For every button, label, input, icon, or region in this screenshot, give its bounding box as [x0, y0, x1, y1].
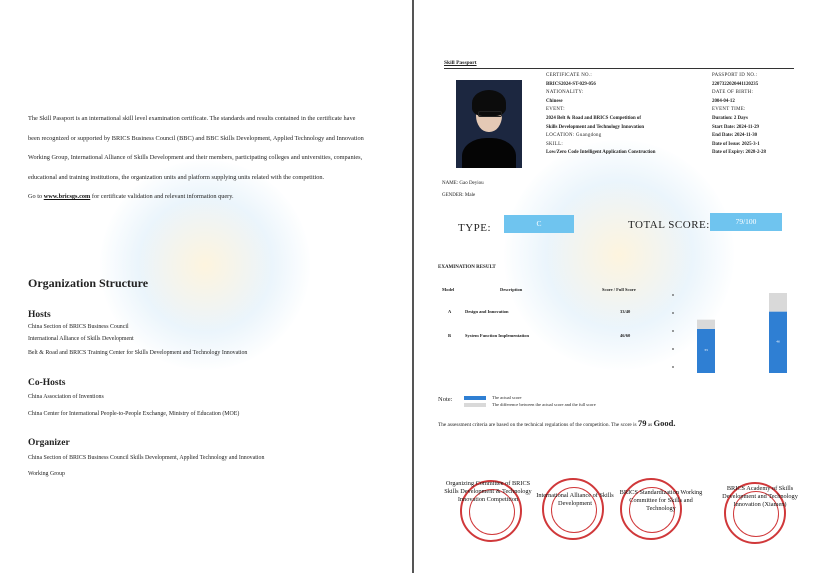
seal-stamp — [542, 478, 604, 540]
host-item: International Alliance of Skills Development — [28, 335, 134, 342]
holder-name: NAME: Gao Deyiou — [442, 181, 484, 186]
host-item: China Section of BRICS Business Council — [28, 324, 129, 330]
axis-tick — [672, 294, 674, 296]
duration-value: Duration: 2 Days — [712, 115, 748, 121]
holder-gender: GENDER: Male — [442, 193, 476, 198]
intro-text: The Skill Passport is an international skill level examination certificate. The standards and results contained in the certificate have been recognized or supported by BRICS Business Council (BBC) and BBC Skills Development, Applied Technology and Innovation Working Group, International Alliance of Skills Development and their members, participating colleges and universities, companies, educational and training institutions, the organization units and platform supplying units related with the competition. — [28, 115, 364, 181]
assessment-grade: Good. — [653, 418, 676, 428]
hosts-section — [28, 309, 247, 360]
goto-prefix: Go to — [28, 193, 44, 201]
org-signature-4: BRICS Academy of Skills Development and Technology Innovation (Xiamen) — [722, 485, 798, 508]
bar-difference-B — [769, 293, 787, 312]
end-date-value: End Date: 2024-11-30 — [712, 133, 758, 139]
dob-value: 2004-04-12 — [712, 98, 735, 104]
event-label: EVENT: — [546, 107, 565, 113]
organization-structure-title: Organization Structure — [28, 276, 149, 290]
skill-passport-header: Skill Passport — [444, 60, 477, 66]
assessment-as: as — [646, 422, 654, 428]
organizer-item: Working Group — [28, 470, 65, 477]
passport-value: 2207322020441120235 — [712, 81, 759, 87]
start-date-value: Start Date: 2024-11-29 — [712, 124, 759, 130]
nationality-label: NATIONALITY: — [546, 90, 584, 96]
axis-tick — [672, 330, 674, 332]
total-score-label: TOTAL SCORE: — [628, 219, 710, 231]
assessment-text: The assessment criteria are based on the technical regulations of the competition. The score is — [438, 422, 638, 428]
score-chart — [669, 285, 809, 380]
holder-photo — [456, 80, 522, 168]
header-rule — [444, 68, 794, 69]
passport-label: PASSPORT ID NO.: — [712, 73, 758, 78]
skill-label: SKILL: — [546, 141, 564, 147]
skill-value: Low/Zero Code Intelligent Application Construction — [546, 150, 656, 156]
assessment-sentence — [438, 418, 675, 428]
note-label: Note: — [438, 396, 453, 403]
organizer-section — [28, 437, 264, 480]
cohosts-section — [28, 377, 239, 420]
event-time-label: EVENT TIME: — [712, 107, 746, 113]
event-line1: 2024 Belt & Road and BRICS Competition of — [546, 115, 641, 121]
bar-value-label: 46 — [776, 339, 780, 344]
legend-difference-swatch — [464, 403, 486, 407]
organizer-title: Organizer — [28, 438, 70, 448]
org-signature-2: International Alliance of Skills Development — [536, 492, 614, 507]
certificate-details — [546, 72, 696, 158]
expiry-date-value: Date of Expiry: 2028-2-28 — [712, 150, 766, 156]
legend-difference-label: The difference between the actual score and the full score — [492, 402, 596, 407]
goto-suffix: for certificate validation and relevant information query. — [90, 193, 234, 201]
bar-value-label: 33 — [704, 348, 708, 352]
legend-actual-label: The actual score — [492, 395, 522, 400]
row-b-model: B — [448, 333, 452, 338]
cert-no-label: CERTIFICATE NO.: — [546, 73, 593, 78]
left-page — [0, 0, 412, 573]
axis-tick — [672, 366, 674, 368]
org-signature-1: Organizing Committee of BRICS Skills Development & Technology Innovation Competition — [444, 480, 532, 503]
row-b-score: 46/60 — [620, 333, 631, 338]
row-a-model: A — [448, 309, 452, 314]
dob-label: DATE OF BIRTH: — [712, 90, 754, 96]
legend-actual-swatch — [464, 396, 486, 400]
row-a-score: 33/40 — [620, 309, 631, 314]
type-value-box: C — [504, 215, 574, 233]
issue-date-value: Date of Issue: 2025-3-1 — [712, 141, 760, 147]
event-line2: Skills Development and Technology Innovation — [546, 124, 645, 130]
total-score-box: 79/100 — [710, 213, 782, 231]
passport-details — [712, 72, 812, 158]
cohost-item: China Association of Inventions — [28, 394, 104, 400]
location-label: LOCATION: Guangdong — [546, 133, 602, 139]
axis-tick — [672, 312, 674, 314]
nationality-value: Chinese — [546, 98, 563, 104]
bar-difference-A — [697, 320, 715, 329]
organizer-item: China Section of BRICS Business Council Skills Development, Applied Technology and Innovation — [28, 455, 265, 461]
assessment-score: 79 — [637, 418, 647, 428]
col-score-header: Score / Full Score — [602, 287, 636, 292]
intro-paragraph — [28, 109, 368, 207]
col-description-header: Description — [500, 287, 523, 292]
validation-link[interactable]: www.bricsgs.com — [43, 193, 91, 201]
right-page — [414, 0, 825, 573]
examination-result-title: EXAMINATION RESULT — [438, 265, 496, 270]
org-signature-3: BRICS Standardization Working Committee for Skills and Technology — [619, 489, 703, 512]
row-a-description: Design and Innovation — [465, 309, 509, 314]
axis-tick — [672, 348, 674, 350]
cohost-item: China Center for International People-to-People Exchange, Ministry of Education (MOE) — [28, 410, 240, 417]
cert-no-value: BRICS2024-ST-029-056 — [546, 81, 596, 87]
type-label: TYPE: — [458, 222, 492, 234]
hosts-title: Hosts — [28, 310, 51, 320]
col-model-header: Model — [442, 287, 455, 292]
cohosts-title: Co-Hosts — [28, 378, 66, 388]
host-item: Belt & Road and BRICS Training Center for Skills Development and Technology Innovation — [28, 350, 248, 356]
row-b-description: System Function Implementation — [465, 333, 529, 338]
